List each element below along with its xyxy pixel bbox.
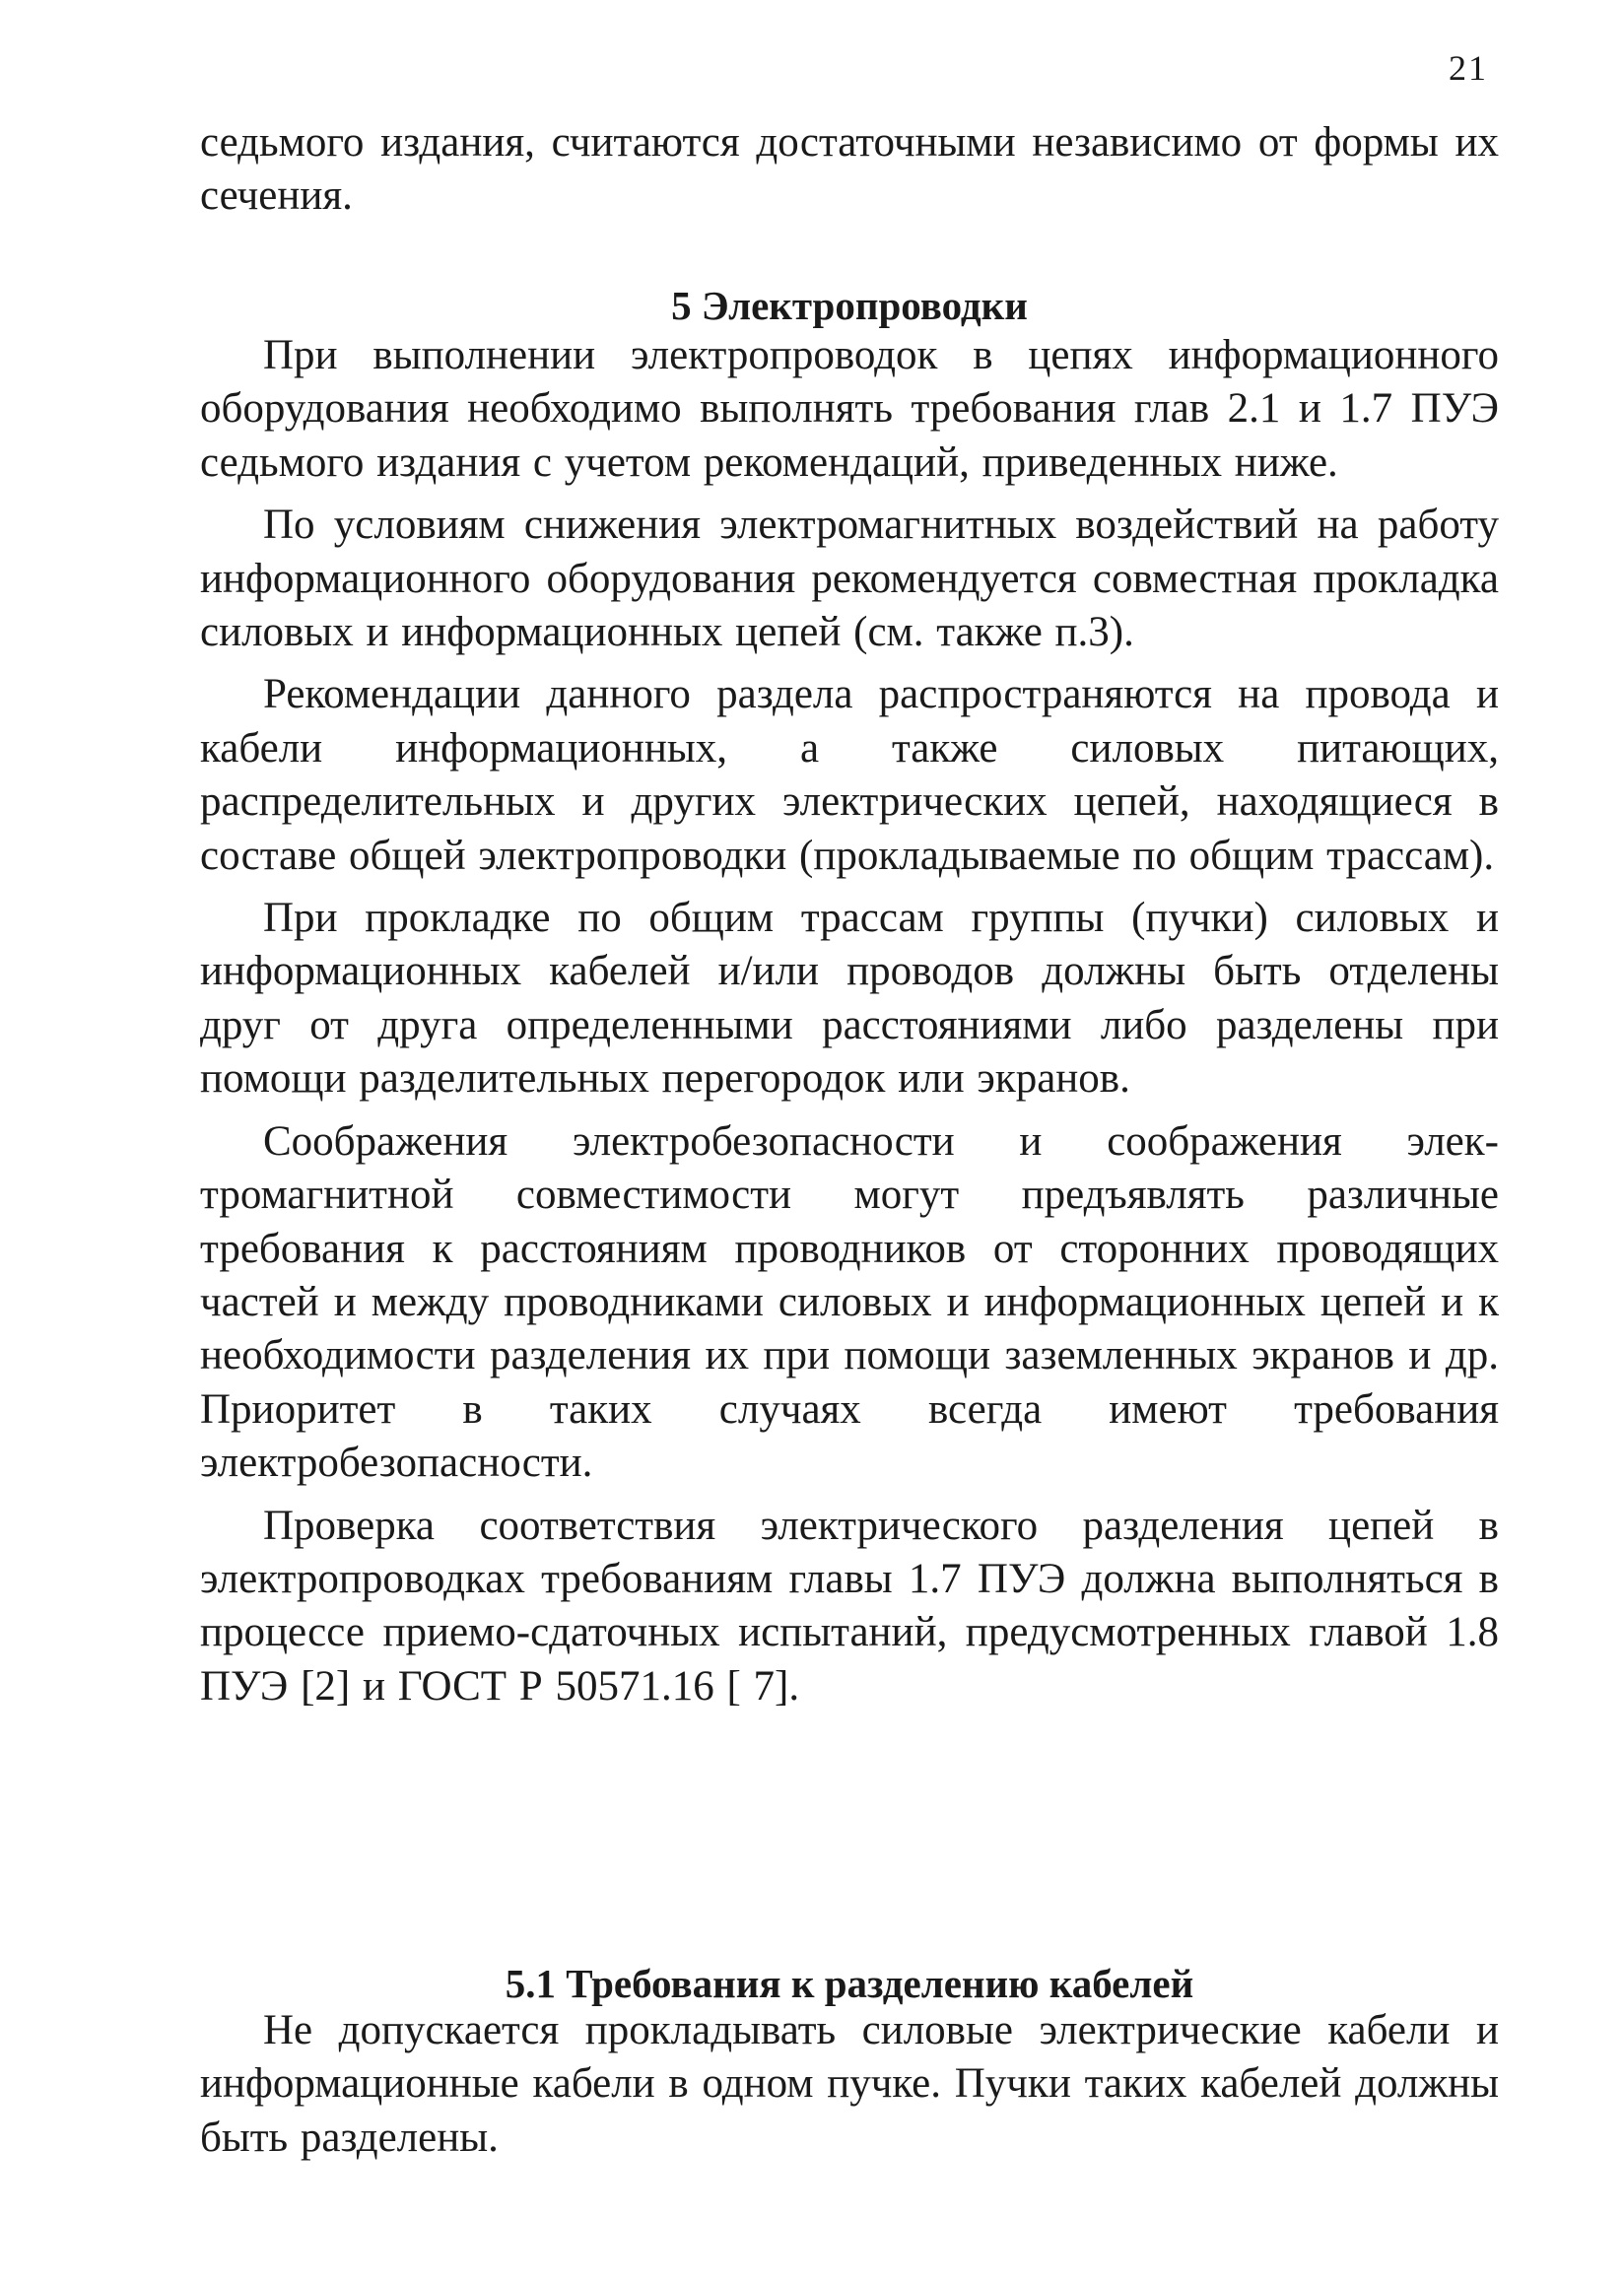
paragraph: Не допускается прокладывать силовые электрические кабели и информационные кабели в одном пучке. Пучки таких кабелей должны быть разделены. bbox=[200, 2007, 1499, 2161]
section-5-1-heading: 5.1 Требования к разделению кабелей bbox=[505, 1961, 1194, 2006]
paragraph: Проверка соответствия электрического разделения цепей в электропроводках требованиям главы 1.7 ПУЭ должна выполняться в процессе приемо-сдаточных испытаний, предусмотренных главой 1.8 ПУЭ [2] и ГОСТ Р 50571.16 [ 7]. bbox=[200, 1502, 1499, 1710]
paragraph: При выполнении электропроводок в цепях информационного оборудования необходимо выполнять требования глав 2.1 и 1.7 ПУЭ седьмого издания с учетом рекомендаций, приведенных ниже. bbox=[200, 332, 1499, 486]
section-5-heading: 5 Электропроводки bbox=[671, 283, 1028, 328]
paragraph: Соображения электробезопасности и соображения электромагнитной совместимости могут предъявлять различные требования к расстояниям проводников от сторонних проводящих частей и между проводниками силовых и информационных цепей и к необходимости разделения их при помощи заземленных экранов и др. Приоритет в таких случаях всегда имеют требования электробезопасности. bbox=[200, 1117, 1499, 1487]
page-number: 21 bbox=[1449, 48, 1488, 88]
paragraph: Рекомендации данного раздела распространяются на провода и кабели информационных, а также силовых питающих, распределительных и других электрических цепей, находящиеся в составе общей электропроводки (прокладываемые по общим трассам). bbox=[200, 671, 1499, 879]
intro-paragraph: седьмого издания, считаются достаточными независимо от формы их сечения. bbox=[200, 119, 1499, 220]
section-5-1-body bbox=[200, 2004, 1499, 2165]
intro-text-block bbox=[200, 116, 1499, 224]
paragraph: По условиям снижения электромагнитных воздействий на работу информационного оборудования рекомендуется совместная прокладка силовых и информационных цепей (см. также п.3). bbox=[200, 502, 1499, 656]
paragraph: При прокладке по общим трассам группы (пучки) силовых и информационных кабелей и/или проводов должны быть отделены друг от друга определенными расстояниями либо разделены при помощи разделительных перегородок или экранов. bbox=[200, 895, 1499, 1103]
section-5-body bbox=[200, 329, 1499, 1713]
